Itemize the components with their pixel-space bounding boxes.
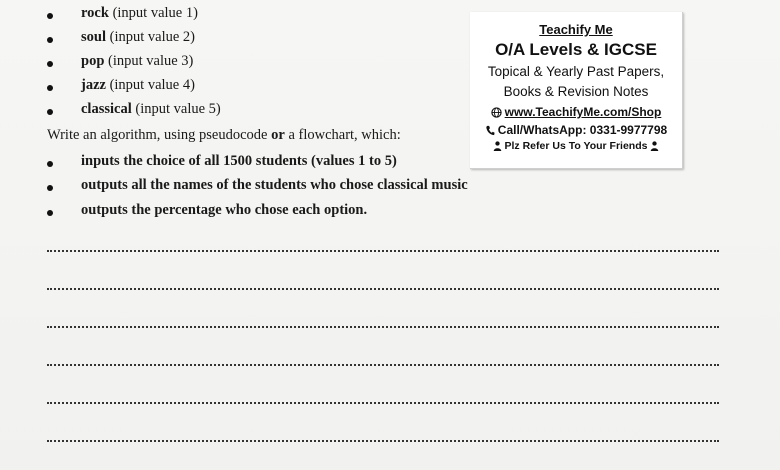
promo-website-row[interactable] bbox=[470, 105, 682, 119]
answer-line-3[interactable] bbox=[47, 326, 719, 328]
answer-line-6[interactable] bbox=[47, 440, 719, 442]
answer-line-4[interactable] bbox=[47, 364, 719, 366]
bullet-pop bbox=[47, 61, 53, 67]
option-name: classical bbox=[81, 101, 132, 117]
person-icon bbox=[650, 141, 659, 151]
promo-subtitle: O/A Levels & IGCSE bbox=[495, 40, 657, 59]
option-value: (input value 3) bbox=[104, 53, 194, 69]
promo-phone: Call/WhatsApp: 0331-9977798 bbox=[497, 123, 668, 137]
emphasis-each: each bbox=[292, 202, 321, 218]
promo-brand: Teachify Me bbox=[539, 22, 613, 37]
option-jazz bbox=[81, 76, 195, 94]
option-classical bbox=[81, 100, 221, 118]
option-name: jazz bbox=[81, 77, 106, 93]
bullet-rock bbox=[47, 13, 53, 19]
promo-line-2: Books & Revision Notes bbox=[503, 84, 649, 99]
bullet-soul bbox=[47, 37, 53, 43]
answer-line-2[interactable] bbox=[47, 288, 719, 290]
requirement-2: outputs all the names of the students who chose classical music bbox=[81, 177, 468, 193]
requirement-3: outputs the percentage who chose each option. bbox=[81, 202, 368, 218]
option-name: pop bbox=[81, 53, 105, 69]
promo-refer: Plz Refer Us To Your Friends bbox=[504, 140, 648, 152]
option-pop bbox=[81, 52, 193, 70]
promo-refer-row bbox=[470, 140, 682, 152]
option-value: (input value 5) bbox=[131, 101, 221, 117]
option-name: rock bbox=[81, 5, 109, 21]
bullet-classical bbox=[47, 109, 53, 115]
requirement-1: inputs the choice of all 1500 students (values 1 to 5) bbox=[81, 153, 397, 169]
answer-line-1[interactable] bbox=[47, 250, 719, 252]
option-value: (input value 4) bbox=[105, 77, 195, 93]
bullet-requirement-3 bbox=[47, 210, 53, 216]
emphasis-or: or bbox=[271, 127, 285, 143]
promo-line-1: Topical & Yearly Past Papers, bbox=[487, 64, 665, 79]
promo-sticker bbox=[470, 12, 683, 169]
question-instruction: Write an algorithm, using pseudocode or a flowchart, which: bbox=[47, 127, 401, 143]
option-value: (input value 2) bbox=[106, 29, 195, 45]
bullet-requirement-1 bbox=[47, 161, 53, 167]
phone-icon bbox=[485, 125, 495, 136]
globe-icon bbox=[491, 107, 502, 118]
bullet-requirement-2 bbox=[47, 185, 53, 191]
promo-website[interactable]: www.TeachifyMe.com/Shop bbox=[504, 105, 662, 119]
person-icon bbox=[493, 141, 502, 151]
promo-phone-row bbox=[470, 123, 682, 137]
option-value: (input value 1) bbox=[108, 5, 198, 21]
option-name: soul bbox=[81, 29, 106, 45]
answer-line-5[interactable] bbox=[47, 402, 719, 404]
option-rock bbox=[81, 4, 198, 22]
bullet-jazz bbox=[47, 85, 53, 91]
option-soul bbox=[81, 28, 195, 46]
